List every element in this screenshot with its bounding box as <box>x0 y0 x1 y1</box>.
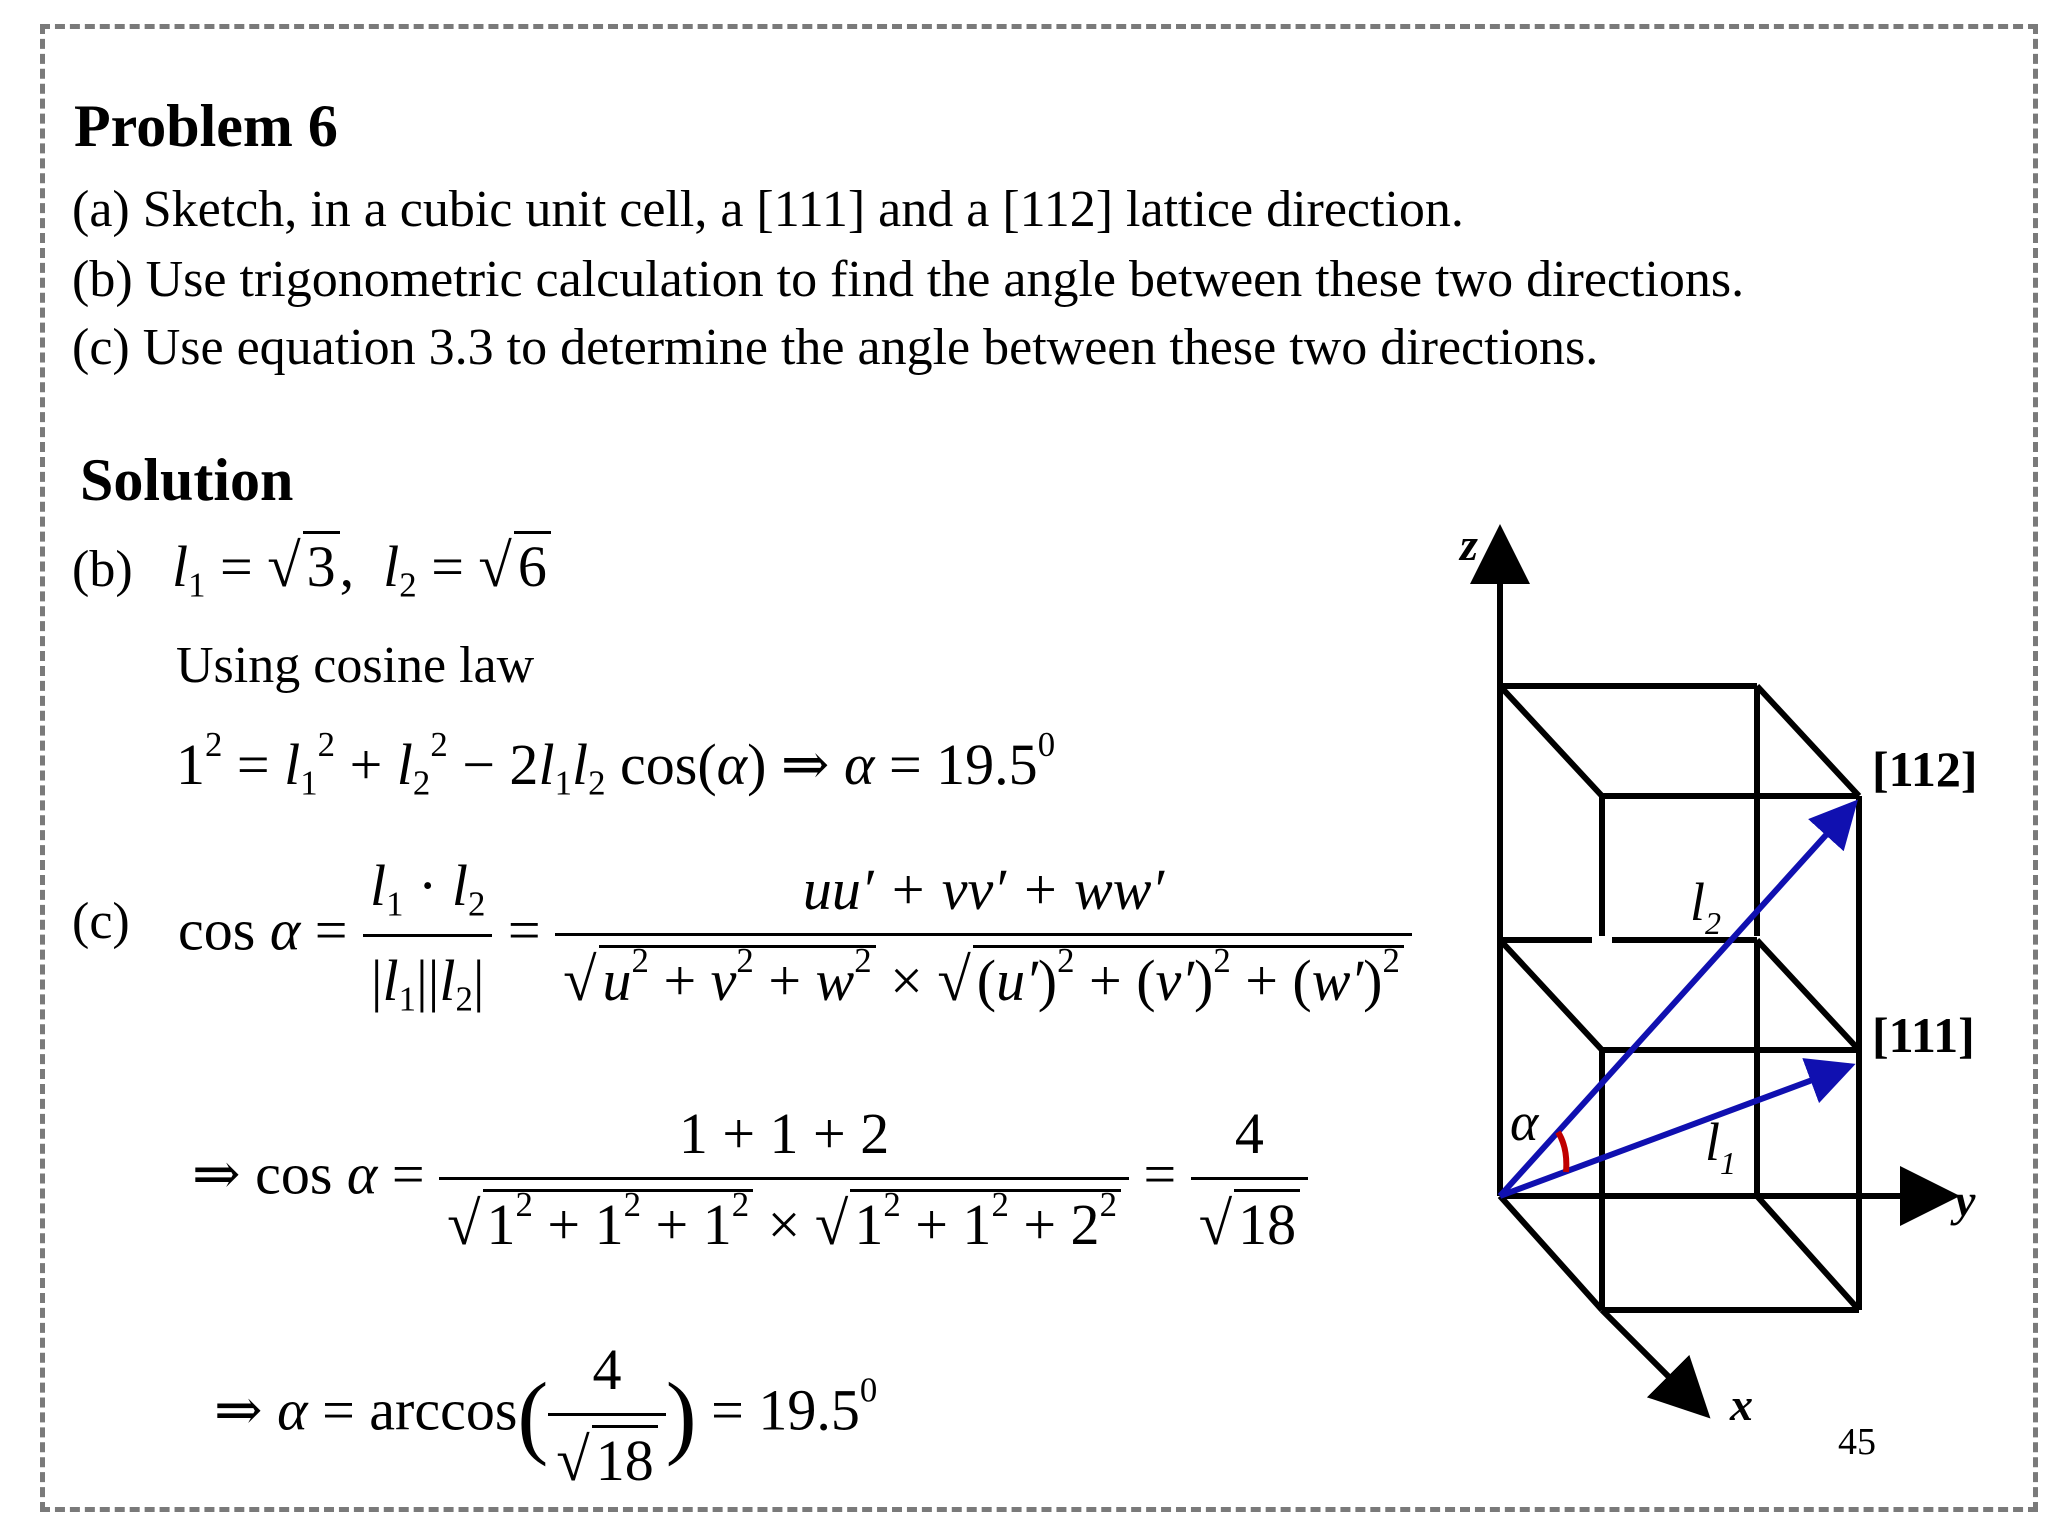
label-112: [112] <box>1872 741 1978 797</box>
label-alpha: α <box>1510 1092 1539 1152</box>
x-axis-label: x <box>1730 1379 1753 1430</box>
x-axis <box>1602 1310 1702 1410</box>
cosine-law-text: Using cosine law <box>176 637 535 694</box>
c-equation-2: ⇒ cos α = $\frac{1 + 1 + 2}{√ 1^2 + 1^2 + 1^2 \times √ 1^2 + 1^2 + 2^2}$ = $\frac{4}{√ 18}$ <box>192 1100 1308 1260</box>
angle-arc <box>1558 1132 1566 1172</box>
label-l1: $l_1$ <box>1705 1112 1737 1181</box>
label-l2: $l_2$ <box>1690 872 1722 941</box>
problem-title: Problem 6 <box>74 93 338 159</box>
y-axis-label: y <box>1955 1175 1976 1226</box>
problem-part-a: (a) Sketch, in a cubic unit cell, a [111] and a [112] lattice direction. <box>72 181 1464 238</box>
solution-title: Solution <box>80 447 294 513</box>
vector-111 <box>1500 1066 1850 1196</box>
c-equation-1: cos α = $\frac{l_1 \cdot l_2}{|l_1||l_2|}$ = $\frac{uu' + vv' + ww'}{√ u^2 + v^2 + w^2 \times √ (u')^2 + (v')^2 + (w')^2}$ <box>178 852 1412 1020</box>
part-c-label: (c) <box>72 893 130 950</box>
label-111: [111] <box>1872 1007 1975 1063</box>
cosine-law-equation: $1^2 = l_1^2 + l_2^2 - 2l_1l_2$ cos(α) ⇒ $\alpha = 19.5^0$ <box>176 725 1056 803</box>
z-axis-label: z <box>1460 519 1478 570</box>
part-b-label: (b) <box>72 541 133 598</box>
unit-cell-diagram <box>1440 500 2000 1460</box>
c-equation-3: ⇒ α = arccos( $\frac{4}{√ 18}$ ) = $19.5^0$ <box>214 1337 878 1494</box>
problem-part-b: (b) Use trigonometric calculation to find the angle between these two directions. <box>72 251 1745 308</box>
page-number: 45 <box>1838 1421 1876 1463</box>
problem-part-c: (c) Use equation 3.3 to determine the angle between these two directions. <box>72 319 1599 376</box>
b-lengths-equation: $l_1$ = √ 3, $l_2$ = √ 6 <box>172 532 551 605</box>
